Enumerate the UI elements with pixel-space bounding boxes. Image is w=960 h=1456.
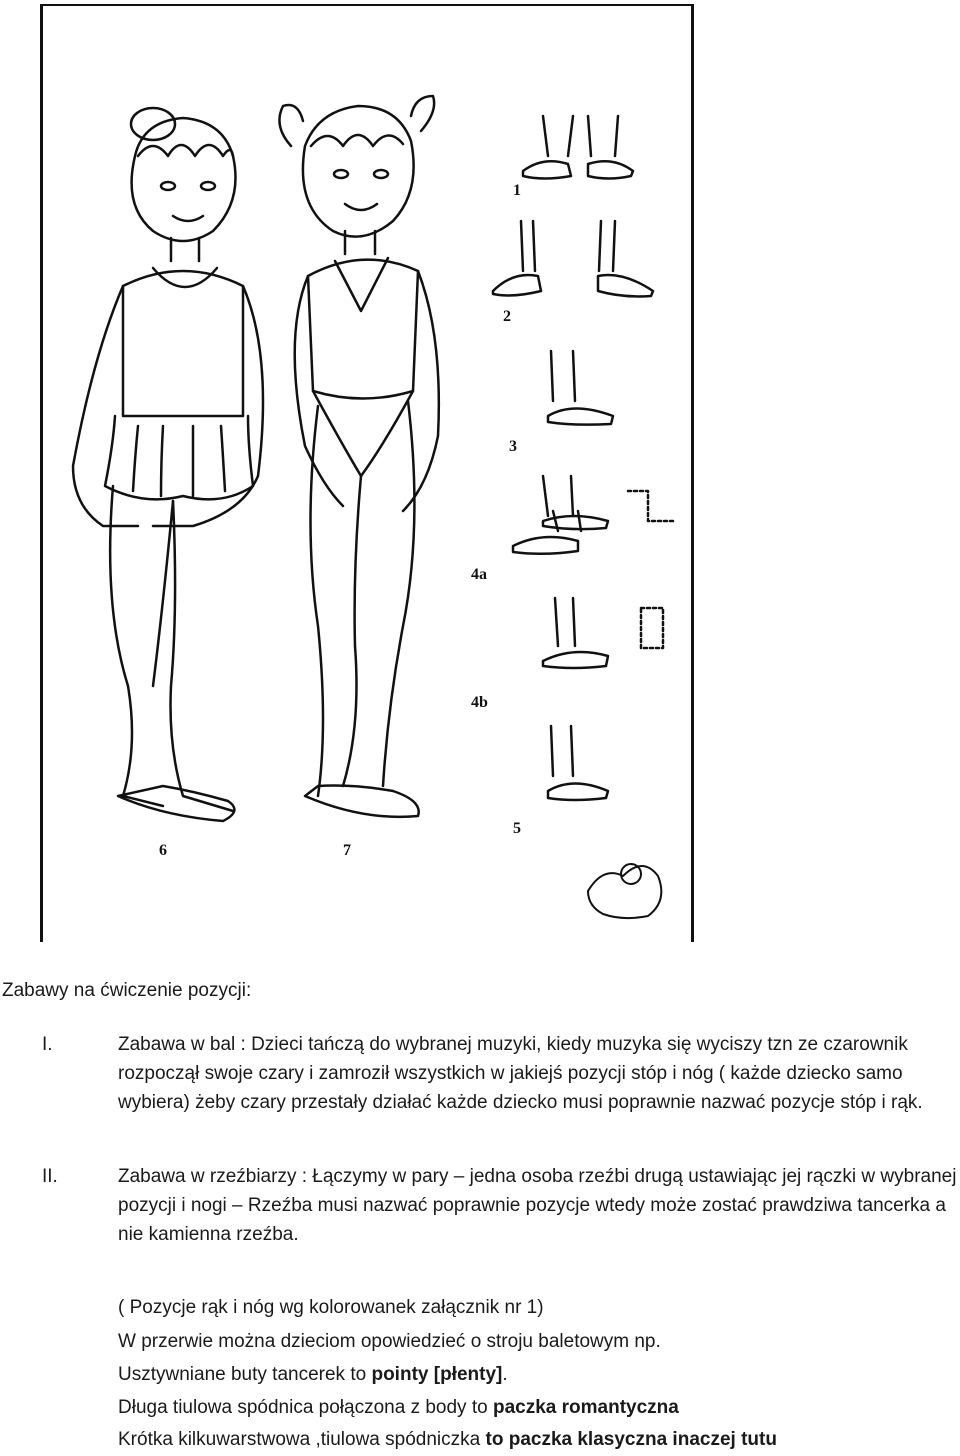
lion-logo-stamp [588, 864, 661, 918]
note-costume-intro: W przerwie można dzieciom opowiedzieć o stroju baletowym np. [118, 1331, 661, 1352]
coloring-drawing [43, 6, 691, 942]
position-label-2: 2 [503, 308, 511, 325]
note-attachment: ( Pozycje rąk i nóg wg kolorowanek załącznik nr 1) [118, 1297, 544, 1318]
note-term: pointy [płenty] [371, 1364, 503, 1385]
note-term: to paczka klasyczna inaczej tutu [485, 1429, 777, 1450]
position-label-3: 3 [509, 438, 517, 455]
position-label-1: 1 [513, 182, 521, 199]
position-label-6: 6 [159, 842, 167, 859]
note-pointe-shoes [118, 1364, 508, 1386]
foot-position-4a [513, 476, 673, 554]
item-text: Zabawa w bal : Dzieci tańczą do wybranej muzyki, kiedy muzyka się wyciszy tzn ze czarownik rozpoczął swoje czary i zamroził wszystkich w jakiejś pozycji stóp i nóg ( każde dziecko samo wybiera) żeby czary przestały działać każde dziecko musi poprawnie nazwać pozycje stóp i rąk. [118, 1034, 923, 1113]
ballet-positions-illustration [40, 4, 694, 942]
position-label-5: 5 [513, 820, 521, 837]
item-number: I. [42, 1034, 53, 1055]
position-label-4b: 4b [471, 694, 488, 711]
item-number: II. [42, 1166, 58, 1187]
note-classical-tutu [118, 1429, 777, 1451]
position-label-7: 7 [343, 842, 351, 859]
foot-position-1 [523, 116, 633, 179]
item-text: Zabawa w rzeźbiarzy : Łączymy w pary – jedna osoba rzeźbi drugą ustawiając jej rączki w wybranej pozycji i nogi – Rzeźba musi nazwać poprawnie pozycje wtedy może zostać prawdziwa tancerka a nie kamienna rzeźba. [118, 1166, 957, 1245]
foot-position-3 [548, 351, 613, 425]
note-text: Długa tiulowa spódnica połączona z body to [118, 1397, 493, 1418]
section-heading: Zabawy na ćwiczenie pozycji: [2, 980, 252, 1001]
girl-figure-7 [279, 96, 438, 817]
position-label-4a: 4a [471, 566, 487, 583]
note-romantic-tutu [118, 1397, 679, 1419]
girl-figure-6 [73, 108, 263, 821]
foot-position-4b [543, 598, 663, 668]
foot-position-5 [548, 726, 608, 800]
foot-position-2 [493, 221, 653, 296]
note-text: . [502, 1364, 508, 1385]
note-text: Krótka kilkuwarstwowa ,tiulowa spódniczka [118, 1429, 486, 1450]
note-term: paczka romantyczna [492, 1397, 679, 1418]
note-text: Usztywniane buty tancerek to [118, 1364, 372, 1385]
